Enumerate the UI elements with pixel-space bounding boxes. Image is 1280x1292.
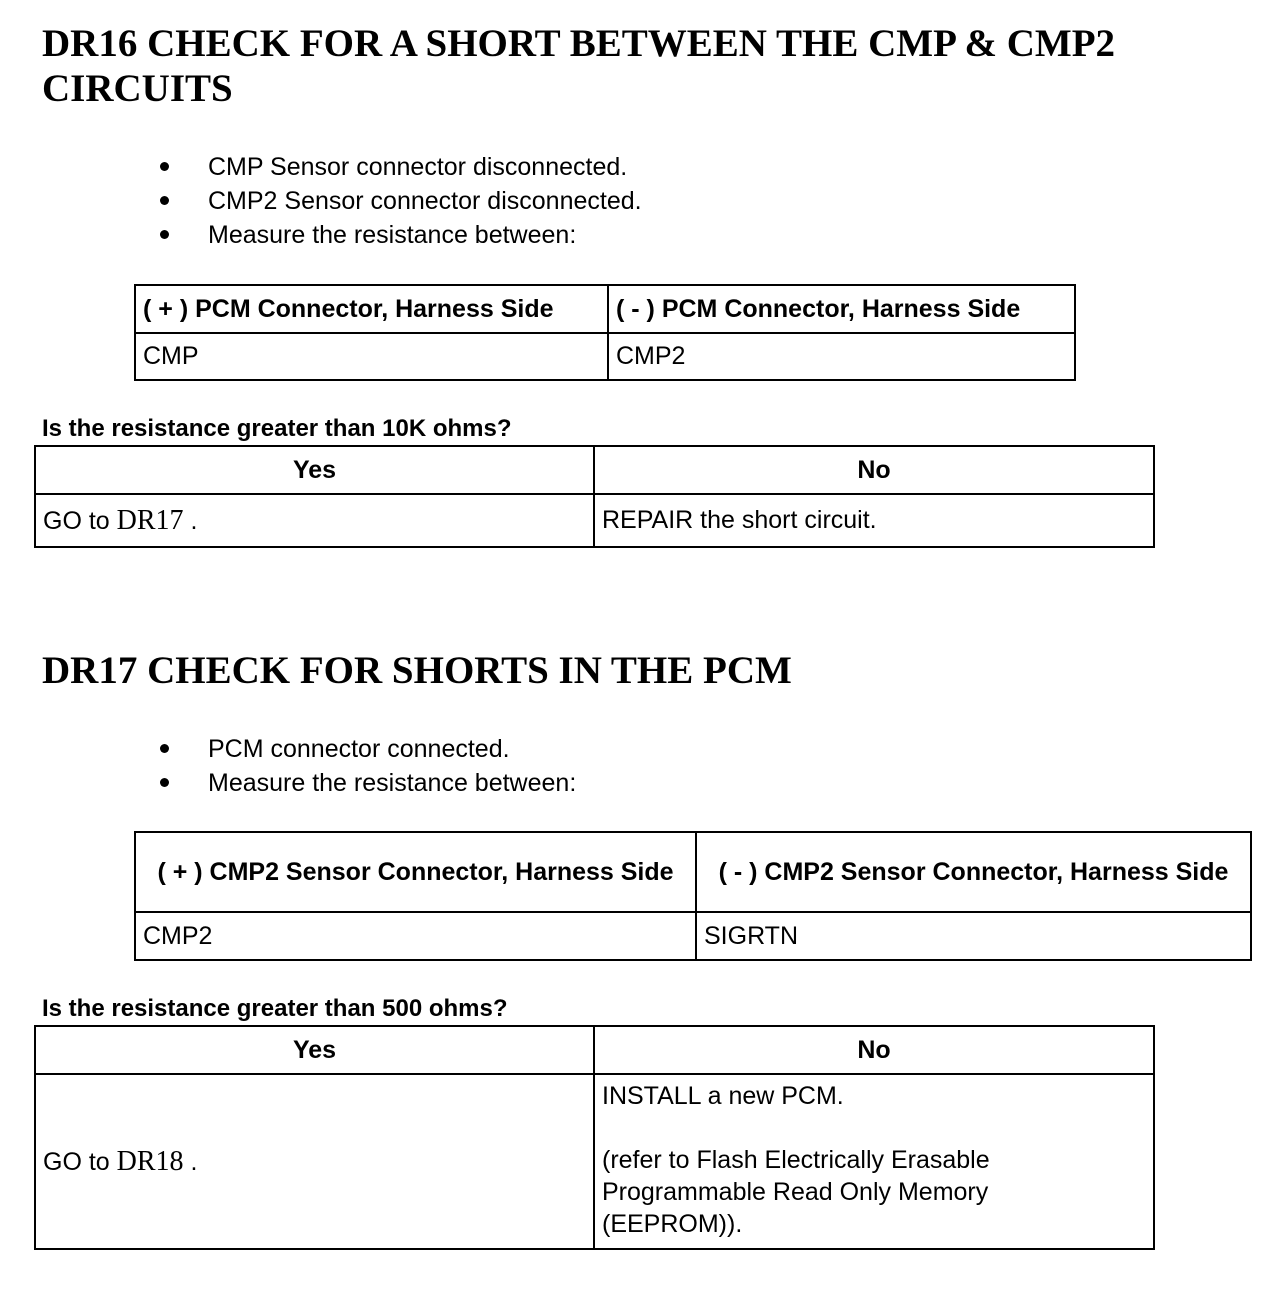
dr16-title-line2: CIRCUITS [42,67,233,110]
table-cell: CMP2 [608,333,1075,380]
dr17-answer-table [34,1025,1155,1250]
bullet-icon [160,196,169,205]
table-cell: CMP2 [135,912,696,960]
table-header: ( + ) CMP2 Sensor Connector, Harness Side [135,832,696,912]
dr16-bullet-list [0,150,642,252]
dr16-measure-table [134,284,1076,381]
list-item: CMP2 Sensor connector disconnected. [0,184,642,218]
eeprom-reference-text: (refer to Flash Electrically Erasable Programmable Read Only Memory (EEPROM)). [602,1146,990,1238]
yes-header: Yes [35,1026,594,1074]
dr16-title [42,21,1115,111]
dr17-bullet-list [0,732,576,800]
list-item: Measure the resistance between: [0,766,576,800]
dr17-measure-table [134,831,1252,961]
bullet-icon [160,744,169,753]
no-cell [594,1074,1154,1249]
dr17-title: DR17 CHECK FOR SHORTS IN THE PCM [42,649,792,692]
dr17-question: Is the resistance greater than 500 ohms? [42,995,508,1022]
table-header: ( + ) PCM Connector, Harness Side [135,285,608,333]
dr16-answer-table [34,445,1155,548]
yes-header: Yes [35,446,594,494]
dr17-link[interactable]: DR17 [116,504,184,536]
list-item: PCM connector connected. [0,732,576,766]
bullet-icon [160,778,169,787]
table-cell: SIGRTN [696,912,1251,960]
table-header: ( - ) CMP2 Sensor Connector, Harness Side [696,832,1251,912]
no-header: No [594,1026,1154,1074]
list-item: Measure the resistance between: [0,218,642,252]
dr16-question: Is the resistance greater than 10K ohms? [42,415,512,442]
no-header: No [594,446,1154,494]
yes-cell: GO to DR18 . [35,1074,594,1249]
bullet-icon [160,230,169,239]
list-item: CMP Sensor connector disconnected. [0,150,642,184]
table-header: ( - ) PCM Connector, Harness Side [608,285,1075,333]
yes-cell: GO to DR17 . [35,494,594,547]
bullet-icon [160,162,169,171]
install-pcm-text: INSTALL a new PCM. [602,1082,844,1110]
dr16-title-line1: DR16 CHECK FOR A SHORT BETWEEN THE CMP & CMP2 [42,22,1116,65]
no-cell: REPAIR the short circuit. [594,494,1154,547]
dr18-link[interactable]: DR18 [116,1145,184,1177]
table-cell: CMP [135,333,608,380]
